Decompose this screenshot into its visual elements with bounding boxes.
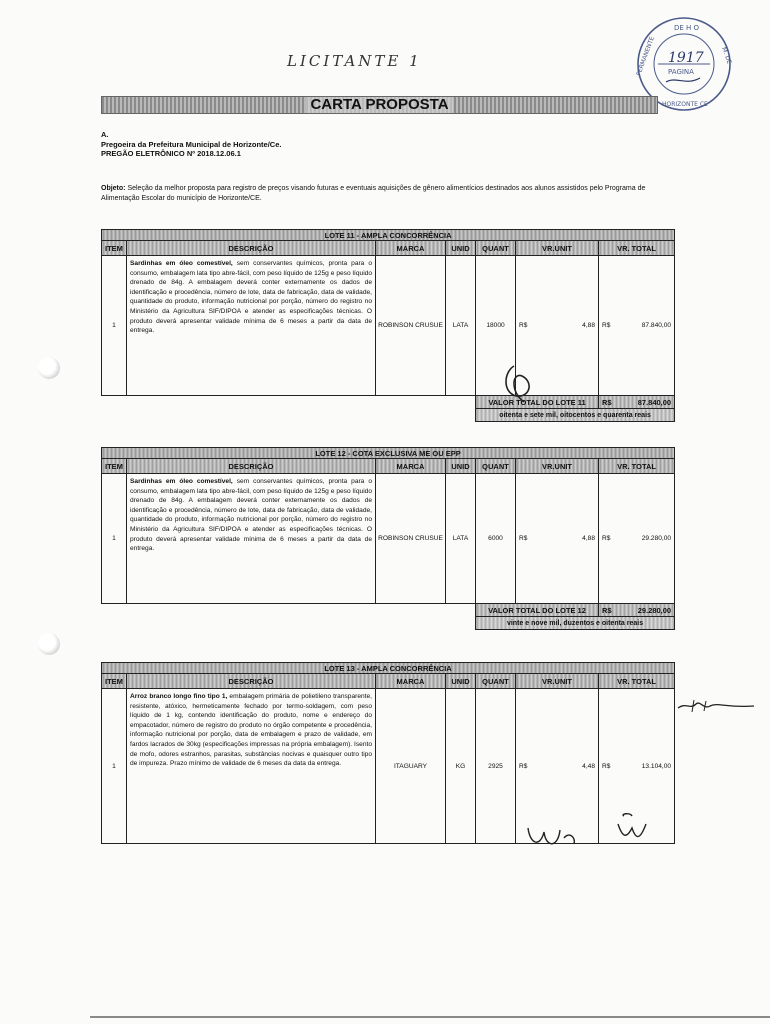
lote-total-label: VALOR TOTAL DO LOTE 12 [476, 604, 599, 617]
stamp-label: PAGINA [668, 68, 694, 76]
item-unit: LATA [446, 256, 476, 396]
stamp-ring-bottom: HORIZONTE CE [662, 101, 708, 108]
auction-number: PREGÃO ELETRÔNICO Nº 2018.12.06.1 [101, 149, 241, 158]
item-unit: KG [446, 689, 476, 844]
desc-details: embalagem primária de polietileno transparente, resistente, atóxico, hermeticamente fechado por termo-soldagem, com peso líquido de 1 kg, contendo identificação do produto, nome e endereço do empacotador, número de registro do produto no órgão competente e procedência, informação nutricional por porção, data de embalagem e prazo de validade, em fardos lacrados de 30kg (especificações impressas na própria embalagem). Isento de mofo, odores estranhos, parasitas, substâncias nocivas e quaisquer outro tipo de impureza. Prazo mínimo de validade de 6 meses da data da entrega. [130, 693, 372, 768]
document-title: CARTA PROPOSTA [306, 97, 452, 113]
stamp-number: 1917 [668, 50, 704, 66]
item-total-price [599, 256, 675, 396]
col-desc: DESCRIÇÃO [127, 674, 376, 689]
col-quant: QUANT [476, 674, 516, 689]
item-unit-price [516, 474, 599, 604]
table-row [102, 474, 675, 604]
item-brand: ROBINSON CRUSUE [376, 474, 446, 604]
currency: R$ [602, 762, 611, 770]
lote-total-value [599, 396, 675, 409]
currency: R$ [602, 397, 612, 407]
currency: R$ [519, 322, 528, 329]
col-item: ITEM [102, 459, 127, 474]
total-value: 29.280,00 [637, 605, 672, 615]
col-desc: DESCRIÇÃO [127, 241, 376, 256]
desc-details: sem conservantes químicos, pronta para o consumo, embalagem lata tipo abre-fácil, com peso líquido de 125g e peso líquido drenado de 84g. A embalagem deverá conter externamente os dados de identificação e procedência, número de lote, data de fabricação, data de validade, quantidade do produto, informação nutricional por porção, número do registro no Ministério da Agricultura SIF/DIPOA e atender as especificações técnicas. O produto deverá apresentar validade mínima de 6 meses a partir da data de entrega. [130, 260, 372, 335]
lote-12-table [101, 447, 675, 630]
item-total-price [599, 474, 675, 604]
item-quantity: 2925 [476, 689, 516, 844]
signature-initial-lote11 [494, 362, 544, 406]
unit-price-value: 4,48 [582, 762, 595, 770]
stamp-ring-right: M. DE [720, 46, 733, 66]
handwritten-note: LICITANTE 1 [287, 52, 422, 70]
col-unid: UNID [446, 674, 476, 689]
addressee-a: A. [101, 130, 109, 139]
lote-title: LOTE 13 - AMPLA CONCORRÊNCIA [102, 663, 675, 674]
lote-11-table [101, 229, 675, 422]
item-number: 1 [102, 256, 127, 396]
total-price-value: 87.840,00 [641, 322, 672, 329]
lote-total-words: oitenta e sete mil, oitocentos e quarenta reais [476, 409, 675, 422]
col-marca: MARCA [376, 674, 446, 689]
total-value: 87.840,00 [637, 397, 672, 407]
hole-punch [38, 357, 60, 379]
item-number: 1 [102, 474, 127, 604]
desc-product: Sardinhas em óleo comestível, [130, 478, 233, 485]
col-item: ITEM [102, 241, 127, 256]
signature-initial-2 [610, 810, 670, 846]
stamp-ring-top: DE H O [674, 24, 700, 32]
objective-label: Objeto: [101, 185, 126, 192]
desc-product: Arroz branco longo fino tipo 1, [130, 693, 228, 700]
col-unid: UNID [446, 459, 476, 474]
col-quant: QUANT [476, 241, 516, 256]
lote-total-value [599, 604, 675, 617]
currency: R$ [602, 605, 612, 615]
currency: R$ [602, 535, 611, 542]
item-quantity: 6000 [476, 474, 516, 604]
col-vr-unit: VR.UNIT [516, 674, 599, 689]
item-quantity: 18000 [476, 256, 516, 396]
item-description [127, 689, 376, 844]
margin-signature [676, 696, 756, 716]
item-description [127, 474, 376, 604]
lote-13-table [101, 662, 675, 844]
item-number: 1 [102, 689, 127, 844]
unit-price-value: 4,88 [582, 322, 595, 329]
col-desc: DESCRIÇÃO [127, 459, 376, 474]
currency: R$ [602, 322, 611, 329]
signature-initial-1 [524, 818, 584, 856]
unit-price-value: 4,88 [582, 535, 595, 542]
currency: R$ [519, 535, 528, 542]
col-vr-unit: VR.UNIT [516, 459, 599, 474]
hole-punch [38, 633, 60, 655]
objective-paragraph [101, 184, 661, 204]
addressee-block [101, 130, 281, 159]
col-item: ITEM [102, 674, 127, 689]
lote-total-words: vinte e nove mil, duzentos e oitenta reais [476, 617, 675, 630]
total-price-value: 13.104,00 [641, 762, 672, 770]
col-marca: MARCA [376, 241, 446, 256]
col-vr-unit: VR.UNIT [516, 241, 599, 256]
col-vr-total: VR. TOTAL [599, 674, 675, 689]
item-brand: ITAGUARY [376, 689, 446, 844]
col-marca: MARCA [376, 459, 446, 474]
item-brand: ROBINSON CRUSUE [376, 256, 446, 396]
lote-title: LOTE 12 - COTA EXCLUSIVA ME OU EPP [102, 448, 675, 459]
document-title-bar [101, 96, 658, 114]
desc-details: sem conservantes químicos, pronta para o consumo, embalagem lata tipo abre-fácil, com peso líquido de 125g e peso líquido drenado de 84g. A embalagem deverá conter externamente os dados de identificação e procedência, número de lote, data de fabricação, data de validade, quantidade do produto, informação nutricional por porção, número do registro no Ministério da Agricultura SIF/DIPOA e atender as especificações técnicas. O produto deverá apresentar validade mínima de 6 meses a partir da data de entrega. [130, 478, 372, 553]
addressee-name: Pregoeira da Prefeitura Municipal de Horizonte/Ce. [101, 139, 282, 149]
col-unid: UNID [446, 241, 476, 256]
objective-text: Seleção da melhor proposta para registro de preços visando futuras e eventuais aquisições de gênero alimentícios destinados aos alunos assistidos pelo Programa de Alimentação Escolar do município de Horizonte/CE. [101, 185, 646, 202]
stamp-ring-left: PERMANENTE [635, 35, 656, 77]
total-price-value: 29.280,00 [641, 535, 672, 542]
col-quant: QUANT [476, 459, 516, 474]
col-vr-total: VR. TOTAL [599, 241, 675, 256]
lote-title: LOTE 11 - AMPLA CONCORRÊNCIA [102, 230, 675, 241]
table-row [102, 689, 675, 844]
currency: R$ [519, 762, 528, 770]
scan-edge [90, 1016, 770, 1018]
item-description [127, 256, 376, 396]
col-vr-total: VR. TOTAL [599, 459, 675, 474]
table-row [102, 256, 675, 396]
item-unit: LATA [446, 474, 476, 604]
desc-product: Sardinhas em óleo comestível, [130, 260, 233, 267]
lote-total-label: VALOR TOTAL DO LOTE 11 [476, 396, 599, 409]
